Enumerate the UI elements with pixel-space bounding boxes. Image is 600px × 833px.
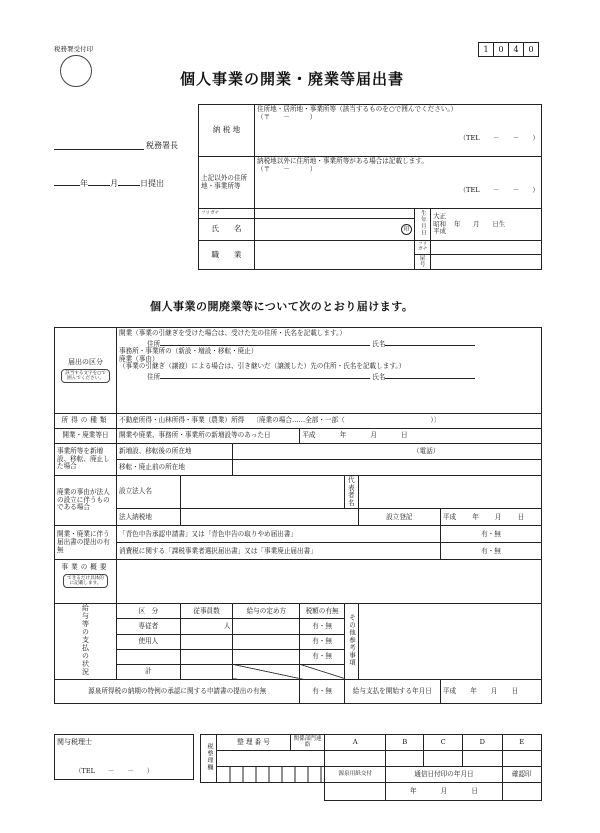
salary-row-blank: [117, 649, 181, 664]
tel-field: （TEL － － ）: [459, 134, 539, 143]
name-field[interactable]: [255, 219, 415, 241]
other-address-note: 納税地以外に住所地・事業所等がある場合は記載します。: [257, 157, 428, 165]
office-line: 事務所・事業所の（新設・増設・移転・廃止）: [119, 347, 258, 356]
notice-date-field[interactable]: 年 月 日: [386, 782, 502, 800]
source-tax-label: 源泉用紙交付: [325, 766, 386, 782]
month-unit: 月: [110, 179, 118, 188]
salary-col-method: 給与の定め方: [233, 604, 300, 619]
tax-office-suffix: 税務署長: [146, 141, 178, 150]
salary-label: 給与等の支払の状況: [55, 604, 117, 680]
date-desc: 開業や廃業、事務所・事業所の新増設等のあった日: [117, 429, 300, 444]
receipt-stamp-label: 税務署受付印: [54, 45, 93, 53]
form-title: 個人事業の開業・廃業等届出書: [180, 70, 405, 88]
office-use-table: [200, 734, 542, 801]
applicant-table: [198, 104, 542, 270]
other-address-label: 上記以外の住所地・事業所等: [199, 157, 255, 209]
postal-mark: （〒 － ）: [257, 112, 317, 121]
seiri-boxes[interactable]: [217, 766, 325, 782]
total-count[interactable]: [180, 664, 233, 679]
col-d: D: [462, 735, 502, 751]
salary-col-tax: 税額の有無: [300, 604, 344, 619]
related-dept-label: 関係部門連絡: [291, 735, 325, 751]
year-unit: 年: [80, 179, 88, 188]
furigana-field[interactable]: [255, 209, 415, 219]
close-line: 廃業（事由）: [119, 354, 159, 363]
other-ref-field[interactable]: [358, 604, 541, 680]
col-c: C: [424, 735, 463, 751]
col-b: B: [386, 735, 424, 751]
furigana-label-2: フリガナ: [415, 241, 431, 255]
blue-return-label: 「青色申告承認申請書」又は「青色申告の取りやめ届出書」: [117, 526, 441, 543]
accountant-tel: （TEL － － ）: [75, 767, 154, 775]
start-date-field[interactable]: 平成 年 月 日: [440, 679, 541, 703]
start-label: 給与支払を開始する年月日: [344, 679, 440, 703]
name-label-b: 氏名: [372, 372, 386, 381]
office-use-label: 税整理欄: [201, 735, 217, 783]
family-method[interactable]: [233, 619, 300, 634]
occupation-field[interactable]: [255, 241, 415, 270]
era-taisho: 大正: [433, 211, 446, 220]
seiri-field[interactable]: [217, 750, 325, 766]
phone-label: （電話）: [413, 446, 440, 455]
salary-col-count: 従事員数: [180, 604, 233, 619]
tel-field-2: （TEL － － ）: [459, 186, 539, 195]
blank-tax[interactable]: 有・無: [300, 649, 344, 664]
birth-date-field[interactable]: [431, 209, 542, 241]
submission-date: [54, 176, 164, 189]
business-note: できるだけ具体的に記載します。: [63, 574, 108, 589]
day-unit: 日提出: [140, 179, 164, 188]
total-method: [233, 664, 300, 679]
seal-mark: 印: [401, 224, 412, 235]
confirm-seal-field[interactable]: [502, 782, 541, 800]
category-options[interactable]: [117, 328, 542, 414]
b-field[interactable]: [386, 750, 424, 766]
taxplace-field[interactable]: [255, 105, 542, 157]
employee-tax[interactable]: 有・無: [300, 634, 344, 649]
salary-row-employee: 使用人: [117, 634, 181, 649]
special-label: 源泉所得税の納期の特例の承認に関する申請書の提出の有無: [55, 679, 300, 703]
old-location-field[interactable]: [233, 460, 542, 476]
form-code-box: [478, 42, 539, 57]
consumption-tax-yes-no[interactable]: 有・無: [440, 543, 541, 560]
receipt-stamp-circle: [60, 55, 92, 87]
address-label: 住所: [147, 339, 161, 348]
postal-mark-2: （〒 － ）: [257, 164, 317, 173]
consumption-tax-label: 消費税に関する「課税事業者選択届出書」又は「事業廃止届出書」: [117, 543, 441, 560]
blank-method[interactable]: [233, 649, 300, 664]
d-field[interactable]: [462, 750, 502, 766]
rep-name-label: 代表者名: [344, 476, 358, 509]
category-label: 届出の区分 該当する文字を○で囲んでください。: [55, 328, 117, 414]
corp-label: 廃業の事由が法人の設立に伴うものである場合: [55, 476, 117, 526]
taxplace-note: 住所地・居所地・事業所等（該当するものを○で囲んでください。）: [257, 105, 458, 113]
office-change-label: 事業所等を新増設、移転、廃止した場合: [55, 444, 117, 476]
shop-name-field[interactable]: [431, 254, 542, 270]
reg-label: 設立登記: [358, 509, 440, 526]
date-label: 開業・廃業等日: [55, 429, 117, 444]
confirm-seal-label: 確認印: [502, 766, 541, 782]
employee-method[interactable]: [233, 634, 300, 649]
accountant-box[interactable]: [54, 734, 194, 780]
income-type-label: 所得の種類: [55, 414, 117, 429]
accountant-label: 関与税理士: [57, 738, 92, 746]
era-showa: 昭和: [433, 219, 446, 228]
code-digit: 1: [479, 43, 494, 57]
a-field[interactable]: [325, 750, 386, 766]
corp-taxplace-label: 法人納税地: [117, 509, 181, 526]
birth-units: 年 月 日生: [453, 219, 506, 228]
blank-count[interactable]: [180, 649, 233, 664]
special-yes-no[interactable]: 有・無: [300, 679, 344, 703]
corp-taxplace-field[interactable]: [180, 509, 358, 526]
business-field[interactable]: [117, 560, 542, 604]
new-location-field[interactable]: [233, 444, 542, 460]
income-type-field[interactable]: [117, 414, 542, 429]
shop-furigana-field[interactable]: [431, 241, 542, 255]
income-types: 不動産所得・山林所得・事業（農業）所得: [119, 416, 245, 425]
business-label: 事業の概要 できるだけ具体的に記載します。: [55, 560, 117, 604]
birth-label: 生年月日: [415, 209, 431, 241]
code-digit: 0: [524, 43, 539, 57]
shop-name-label: 屋 号: [415, 254, 431, 270]
name-label: 氏 名: [199, 219, 255, 241]
taxplace-label: 納 税 地: [199, 105, 255, 157]
date-field[interactable]: 平成 年 月 日: [300, 429, 542, 444]
reg-date-field[interactable]: 平成 年 月 日: [440, 509, 541, 526]
form-subtitle: 個人事業の開廃業等について次のとおり届けます。: [150, 300, 414, 313]
code-digit: 0: [494, 43, 509, 57]
salary-row-family: 専従者: [117, 619, 181, 634]
col-e: E: [502, 735, 541, 751]
family-count[interactable]: 人: [180, 619, 233, 634]
occupation-label: 職 業: [199, 241, 255, 270]
old-location-label: 移転・廃止前の所在地: [117, 460, 233, 476]
category-note: 該当する文字を○で囲んでください。: [61, 369, 110, 384]
source-tax-field[interactable]: [325, 782, 386, 800]
transfer-line: （事業の引継ぎ（譲渡）による場合は、引き継いだ（譲渡した）先の住所・氏名を記載します。）: [119, 362, 406, 371]
blue-return-yes-no[interactable]: 有・無: [440, 526, 541, 543]
address-label-2: 住所: [147, 372, 161, 381]
code-digit: 4: [509, 43, 524, 57]
name-label-a: 氏名: [372, 339, 386, 348]
corp-name-field[interactable]: [180, 476, 344, 509]
other-address-field[interactable]: [255, 157, 542, 209]
day-field[interactable]: [118, 176, 140, 186]
total-tax: [300, 664, 344, 679]
c-field[interactable]: [424, 750, 463, 766]
close-scope: 〔廃業の場合……全部・一部（ ）〕: [252, 416, 441, 425]
main-table: [54, 327, 542, 704]
seiri-bango-label: 整 理 番 号: [217, 735, 291, 751]
e-field[interactable]: [502, 750, 541, 766]
employee-count[interactable]: [180, 634, 233, 649]
new-location-label: 新増設、移転後の所在地: [117, 444, 233, 460]
open-line: 開業（事業の引継ぎを受けた場合は、受けた先の住所・氏名を記載します。）: [119, 329, 346, 337]
family-tax[interactable]: 有・無: [300, 619, 344, 634]
rep-name-field[interactable]: [358, 476, 541, 509]
salary-col-category: 区 分: [117, 604, 181, 619]
other-ref-label: その他参考事項: [344, 604, 358, 680]
related-label: 開業・廃業に伴う届出書の提出の有無: [55, 526, 117, 560]
furigana-label: フリガナ: [199, 209, 255, 219]
year-field[interactable]: [54, 176, 80, 186]
corp-name-label: 設立法人名: [117, 476, 181, 509]
col-a: A: [325, 735, 386, 751]
salary-row-total: 計: [117, 664, 181, 679]
notice-date-label: 通信日付印の年月日: [386, 766, 502, 782]
era-heisei: 平成: [433, 227, 446, 236]
tax-office-field[interactable]: [54, 138, 144, 150]
month-field[interactable]: [88, 176, 110, 186]
